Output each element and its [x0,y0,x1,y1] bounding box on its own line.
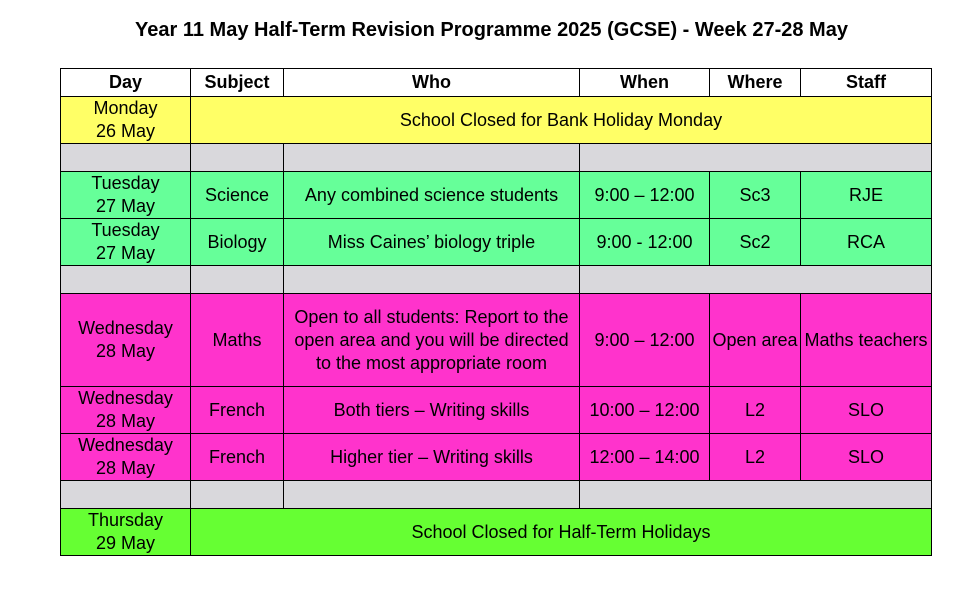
day-cell [61,97,191,144]
header-row [61,69,932,97]
when-cell: 10:00 – 12:00 [580,387,710,434]
day-name: Tuesday [91,220,160,240]
who-cell: Both tiers – Writing skills [284,387,580,434]
staff-cell: RJE [801,172,932,219]
when-cell: 9:00 - 12:00 [580,219,710,266]
subject-cell: French [191,434,284,481]
when-cell: 9:00 – 12:00 [580,172,710,219]
who-cell: Any combined science students [284,172,580,219]
spacer-cell [580,144,932,172]
where-cell: L2 [710,387,801,434]
subject-cell: French [191,387,284,434]
table-row-monday [61,97,932,144]
day-name: Monday [93,98,158,118]
day-name: Thursday [87,510,164,530]
day-date: 28 May [95,341,156,361]
spacer-cell [284,266,580,294]
day-name: Wednesday [78,388,173,408]
who-cell: Miss Caines’ biology triple [284,219,580,266]
day-date: 29 May [95,533,156,553]
spacer-cell [580,266,932,294]
table-row-tuesday-science [61,172,932,219]
header-when: When [580,69,710,97]
header-where: Where [710,69,801,97]
where-cell: L2 [710,434,801,481]
spacer-cell [284,144,580,172]
day-name: Tuesday [91,173,160,193]
staff-cell: RCA [801,219,932,266]
who-cell: Open to all students: Report to the open area and you will be directed to the most appropriate room [284,294,580,387]
day-cell [61,509,191,556]
day-date: 27 May [95,243,156,263]
staff-cell: Maths teachers [801,294,932,387]
table-row-wednesday-french-higher [61,434,932,481]
page-title: Year 11 May Half-Term Revision Programme 2025 (GCSE) - Week 27-28 May [135,19,848,41]
spacer-cell [580,481,932,509]
when-cell: 12:00 – 14:00 [580,434,710,481]
spacer-cell [61,266,191,294]
day-date: 26 May [95,121,156,141]
day-cell [61,219,191,266]
table-row-thursday [61,509,932,556]
table-row-tuesday-biology [61,219,932,266]
closure-notice: School Closed for Bank Holiday Monday [191,97,932,144]
subject-cell: Science [191,172,284,219]
where-cell: Open area [710,294,801,387]
spacer-cell [61,481,191,509]
spacer-cell [61,144,191,172]
where-cell: Sc3 [710,172,801,219]
table-row-wednesday-maths [61,294,932,387]
day-date: 28 May [95,458,156,478]
spacer-cell [284,481,580,509]
subject-cell: Biology [191,219,284,266]
when-cell: 9:00 – 12:00 [580,294,710,387]
spacer-row [61,144,932,172]
day-name: Wednesday [78,318,173,338]
spacer-cell [191,481,284,509]
day-date: 27 May [95,196,156,216]
header-who: Who [284,69,580,97]
spacer-row [61,481,932,509]
day-date: 28 May [95,411,156,431]
who-cell: Higher tier – Writing skills [284,434,580,481]
header-day: Day [61,69,191,97]
day-cell [61,387,191,434]
staff-cell: SLO [801,434,932,481]
header-subject: Subject [191,69,284,97]
day-cell [61,434,191,481]
spacer-row [61,266,932,294]
revision-timetable [60,68,932,556]
day-name: Wednesday [78,435,173,455]
closure-notice: School Closed for Half-Term Holidays [191,509,932,556]
where-cell: Sc2 [710,219,801,266]
subject-cell: Maths [191,294,284,387]
header-staff: Staff [801,69,932,97]
day-cell [61,294,191,387]
table-row-wednesday-french-both [61,387,932,434]
day-cell [61,172,191,219]
staff-cell: SLO [801,387,932,434]
spacer-cell [191,144,284,172]
spacer-cell [191,266,284,294]
